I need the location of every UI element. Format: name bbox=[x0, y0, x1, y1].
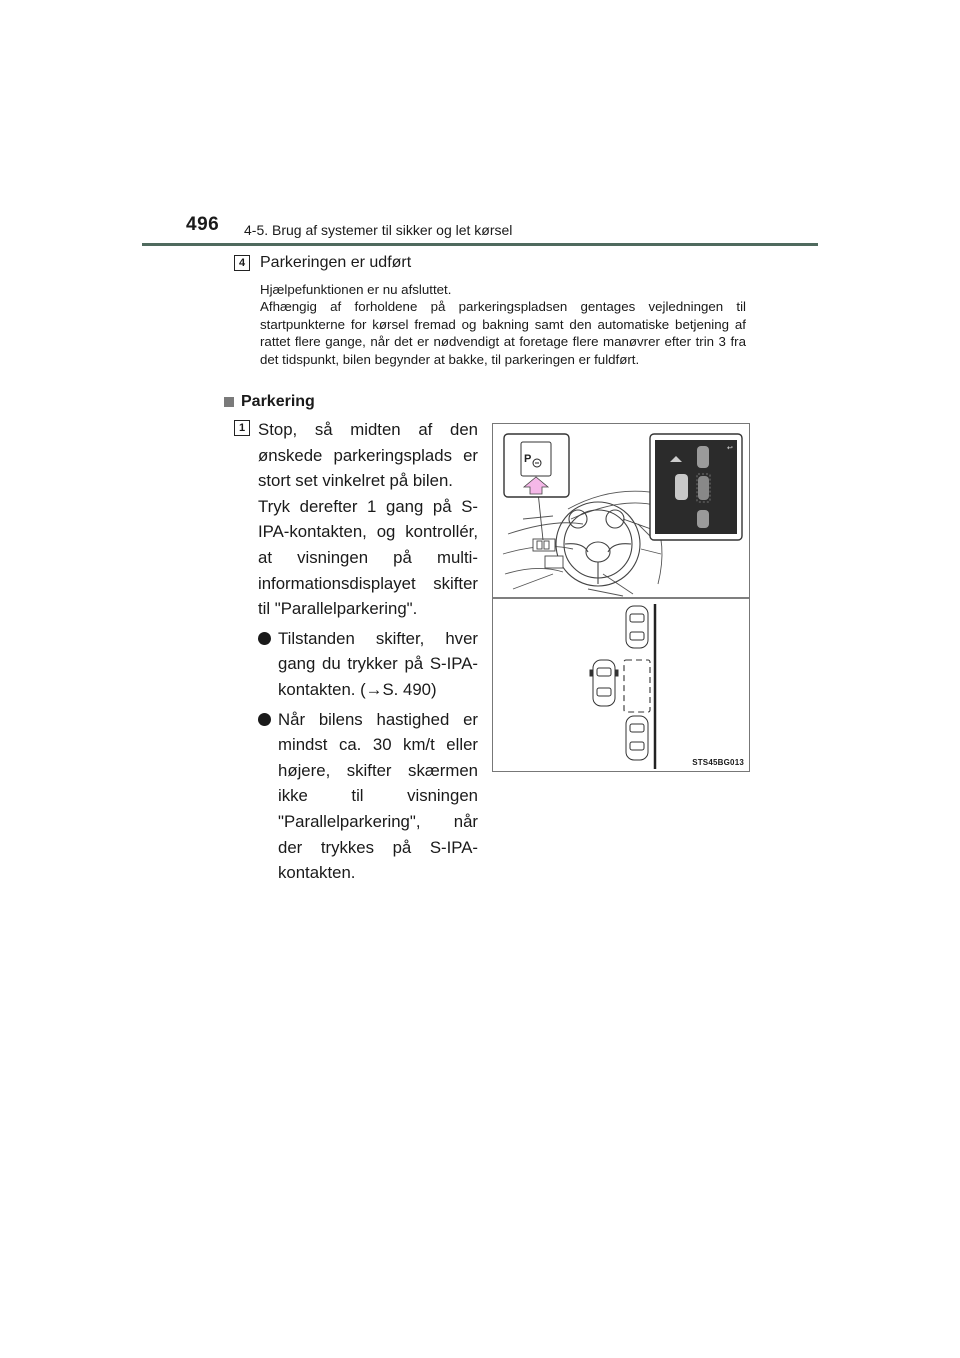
subsection-heading bbox=[224, 393, 315, 411]
step-4-body-line2: Afhængig af forholdene på parkeringspladsen gentages vejledningen til startpunkterne for kørsel fremad og bakning samt den automatiske betjening af rattet flere gange, når det er nødvendigt at foretage flere manøvrer efter trin 3 fra det tidspunkt, bilen begynder at bakke, til parkeringen er fuldført. bbox=[260, 299, 746, 367]
figure-code: STS45BG013 bbox=[692, 758, 744, 767]
step-4-badge: 4 bbox=[234, 255, 250, 271]
bullet-text: Tilstanden skifter, hver gang du trykker på S-IPA-kontakten. (→S. 490) bbox=[278, 628, 478, 699]
dashboard-illustration bbox=[503, 491, 663, 596]
header-rule bbox=[142, 243, 818, 246]
parked-car-top-icon bbox=[626, 716, 648, 760]
step-4-body bbox=[260, 281, 746, 368]
bullet-item bbox=[258, 707, 478, 886]
parking-scene bbox=[590, 604, 655, 769]
square-bullet-icon bbox=[224, 397, 234, 407]
multi-information-display-callout bbox=[623, 434, 742, 540]
parking-figure bbox=[492, 423, 750, 772]
step-1-para1: Stop, så midten af den ønskede parkeringsplads er stort set vinkelret på bilen. bbox=[258, 420, 478, 491]
parking-illustration bbox=[493, 424, 749, 771]
parked-car-icon bbox=[697, 446, 709, 468]
target-parking-space bbox=[624, 660, 650, 712]
own-car-icon bbox=[675, 474, 688, 500]
s-ipa-switch-label: P bbox=[524, 453, 532, 465]
own-car-top-icon bbox=[590, 660, 618, 706]
bullet-dot-icon bbox=[258, 713, 271, 726]
subsection-title: Parkering bbox=[241, 393, 315, 410]
step-4-body-line1: Hjælpefunktionen er nu afsluttet. bbox=[260, 282, 452, 297]
step-1-para2: Tryk derefter 1 gang på S-IPA-kontakten, og kontrollér, at visningen på multi-informationsdisplayet skifter til "Parallelparkering". bbox=[258, 496, 478, 619]
section-title: 4-5. Brug af systemer til sikker og let kørsel bbox=[244, 222, 513, 238]
parked-car-top-icon bbox=[626, 606, 648, 648]
s-ipa-switch-callout bbox=[504, 434, 569, 497]
bullet-dot-icon bbox=[258, 632, 271, 645]
step-1-text bbox=[258, 417, 478, 886]
step-1-badge: 1 bbox=[234, 420, 250, 436]
steering-wheel-illustration bbox=[556, 502, 640, 586]
step-4-title: Parkeringen er udført bbox=[260, 254, 412, 271]
back-icon: ↩ bbox=[727, 444, 733, 452]
bullet-item bbox=[258, 626, 478, 703]
parked-car-icon bbox=[697, 510, 709, 528]
bullet-text: Når bilens hastighed er mindst ca. 30 km/t eller højere, skifter skærmen ikke til visningen "Parallelparkering", når der trykkes på S-IPA-kontakten. bbox=[278, 709, 478, 883]
target-car-icon bbox=[698, 476, 709, 500]
page-number: 496 bbox=[186, 214, 220, 235]
switch-panel-illustration bbox=[533, 539, 563, 568]
